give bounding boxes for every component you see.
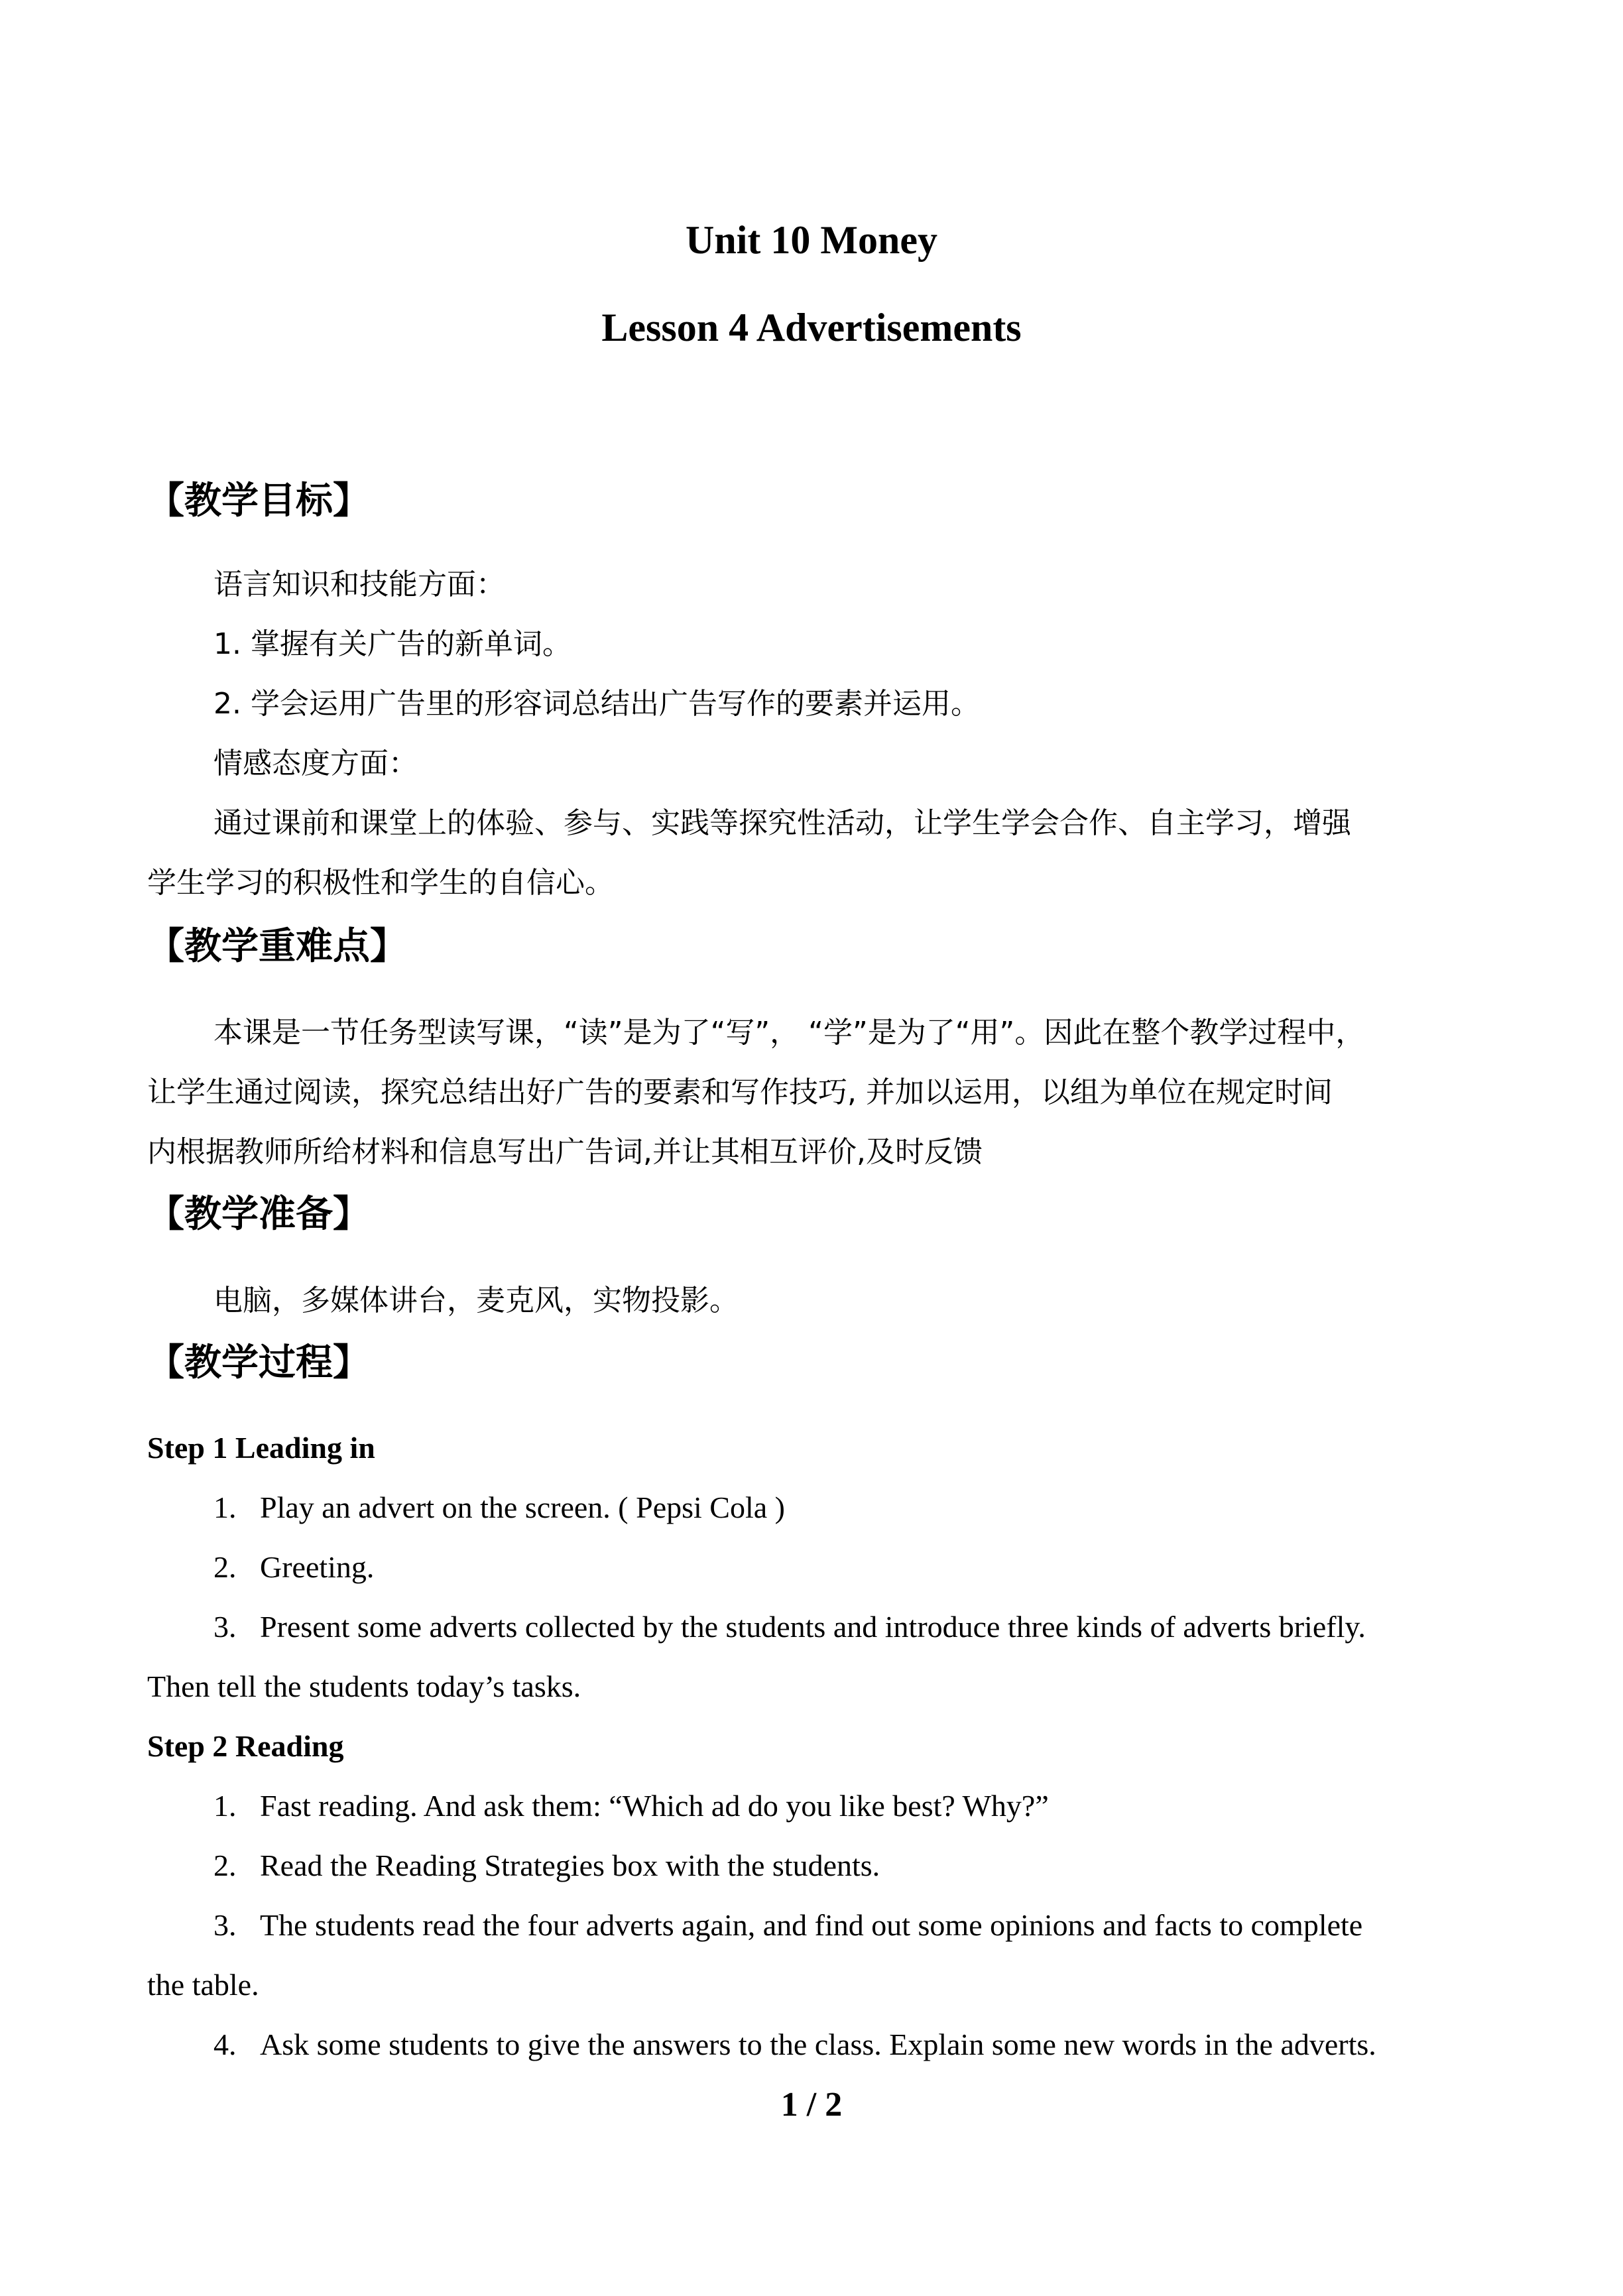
key-points-heading: 【教学重难点】 [147,925,407,968]
objectives-line: 通过课前和课堂上的体验、参与、实践等探究性活动，让学生学会合作、自主学习，增强 [213,806,1351,840]
step2-title: Step 2 Reading [147,1729,344,1763]
objectives-heading: 【教学目标】 [147,479,370,522]
step2-item-text: Fast reading. And ask them: “Which ad do you like best? Why?” [260,1789,1049,1823]
objectives-line: 学生学习的积极性和学生的自信心。 [147,866,614,900]
objectives-line: 1. 掌握有关广告的新单词。 [213,627,571,661]
process-heading: 【教学过程】 [147,1341,370,1384]
unit-title: Unit 10 Money [686,218,937,262]
step2-item-text: The students read the four adverts again, and find out some opinions and facts to complete [260,1908,1363,1942]
step2-item-text: Read the Reading Strategies box with the students. [260,1848,880,1882]
step1-item-text: Present some adverts collected by the students and introduce three kinds of adverts briefly. [260,1610,1366,1644]
step2-item [213,1786,1049,1826]
objectives-line: 2. 学会运用广告里的形容词总结出广告写作的要素并运用。 [213,687,980,721]
step1-item-number: 2. [213,1550,237,1584]
objectives-line: 语言知识和技能方面： [213,568,505,601]
step2-item [213,2025,1376,2065]
step2-item [213,1905,1362,1945]
key-points-line: 本课是一节任务型读写课，“读”是为了“写”， “学”是为了“用”。因此在整个教学过程中， [213,1016,1365,1050]
step2-item-number: 2. [213,1848,237,1882]
step1-item-text: Greeting. [260,1550,375,1584]
step2-item-number: 3. [213,1908,237,1942]
step2-item-number: 1. [213,1789,237,1823]
step2-continuation: the table. [147,1968,259,2002]
preparation-line: 电脑，多媒体讲台，麦克风，实物投影。 [213,1284,739,1317]
page-number: 1 / 2 [780,2086,843,2124]
step1-item [213,1547,374,1587]
step1-item [213,1488,785,1528]
key-points-line: 内根据教师所给材料和信息写出广告词,并让其相互评价,及时反馈 [147,1135,983,1169]
step1-item-number: 1. [213,1490,237,1524]
step1-item-number: 3. [213,1610,237,1644]
objectives-line: 情感态度方面： [213,747,418,780]
step2-item-text: Ask some students to give the answers to the class. Explain some new words in the adverts. [260,2027,1376,2061]
key-points-line: 让学生通过阅读，探究总结出好广告的要素和写作技巧, 并加以运用，以组为单位在规定时间 [147,1075,1333,1109]
lesson-title: Lesson 4 Advertisements [601,306,1022,349]
preparation-heading: 【教学准备】 [147,1193,370,1236]
step1-title: Step 1 Leading in [147,1431,375,1465]
step1-item-text: Play an advert on the screen. ( Pepsi Cola ) [260,1490,785,1524]
step2-item [213,1846,880,1886]
step1-continuation: Then tell the students today’s tasks. [147,1669,581,1703]
step2-item-number: 4. [213,2027,237,2061]
step1-item [213,1607,1366,1647]
